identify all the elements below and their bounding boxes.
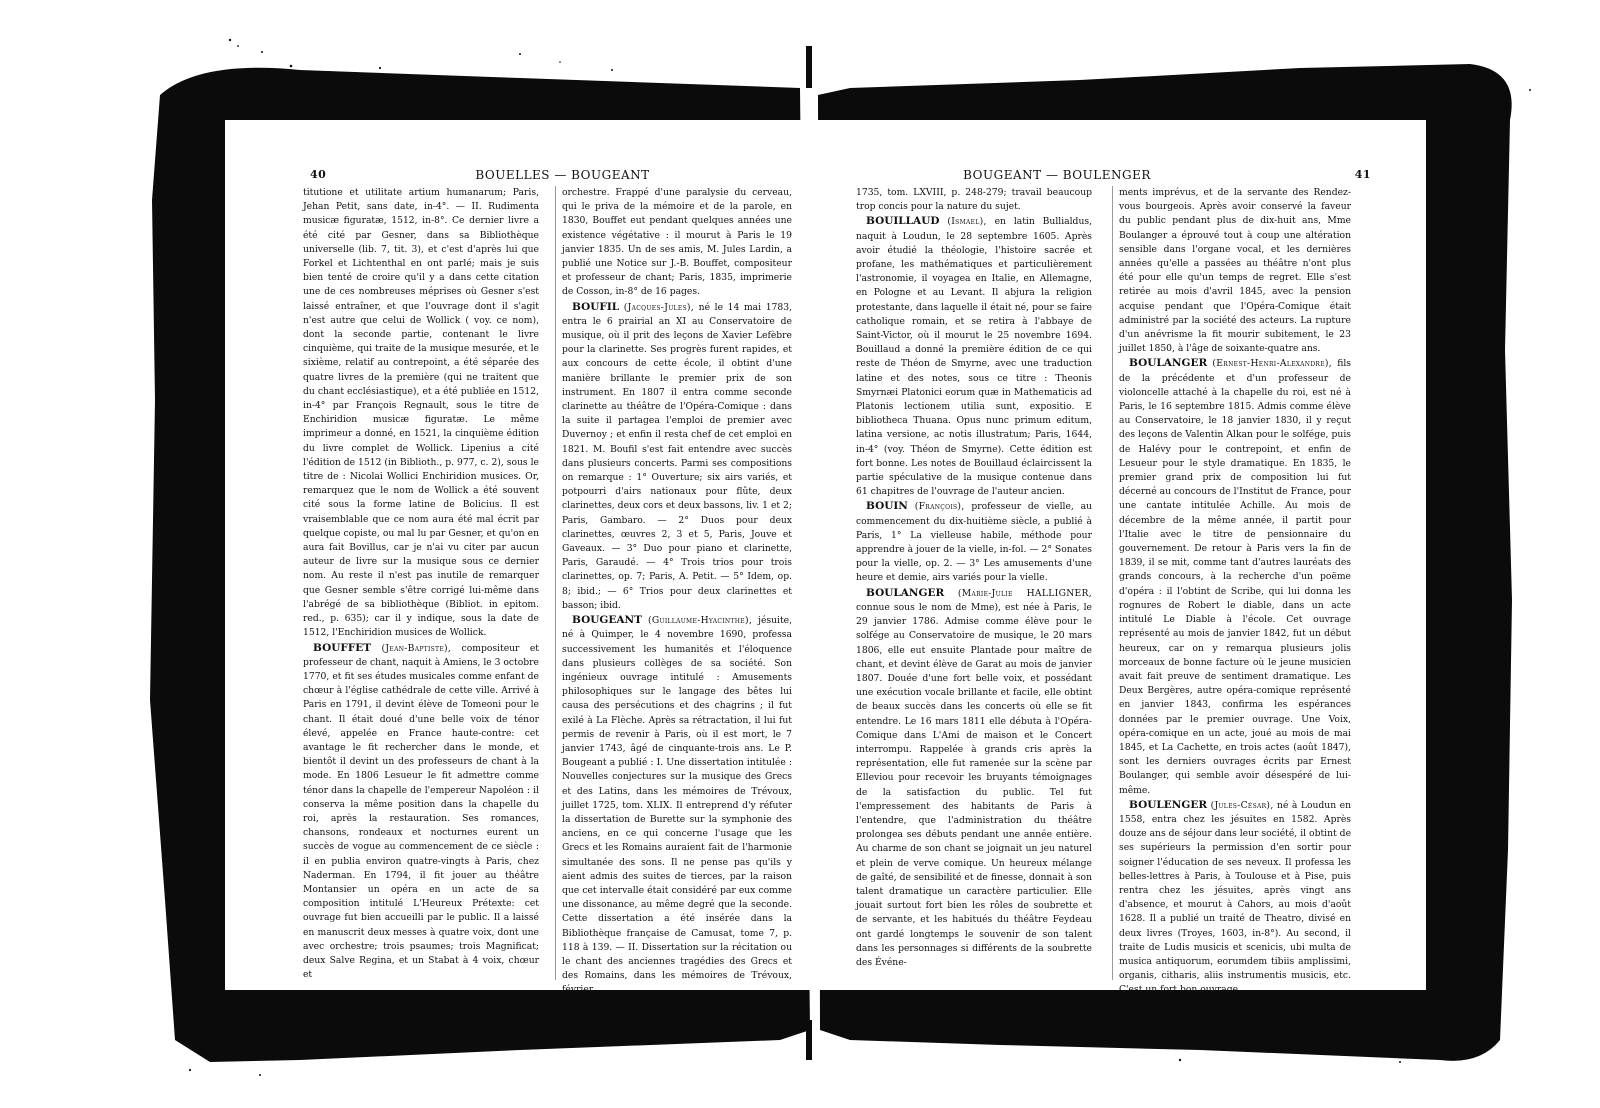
entry-name: (Marie-Julie HALLIGNER, bbox=[957, 587, 1092, 599]
dictionary-entry bbox=[1119, 798, 1351, 998]
entry-name: (François), bbox=[914, 501, 965, 513]
entry-headword: BOUFFET bbox=[313, 641, 372, 654]
page-number: 41 bbox=[1354, 168, 1371, 181]
column-2 bbox=[555, 186, 793, 996]
entry-headword: BOUFIL bbox=[572, 300, 620, 313]
entry-headword: BOULANGER bbox=[1129, 357, 1208, 370]
entry-name: (Jacques-Jules), bbox=[623, 301, 695, 313]
entry-text: fils de la précédente et d'un professeur de violoncelle attaché à la chapelle du roi, est né à Paris, le 16 septembre 1815. Admis comme élève au Conservatoire, le 18 janvier 1830, il y reçut des leçons de Valentin Alkan pour le solfége, puis de Halévy pour le contrepoint, et enfin de Lesueur pour le style dramatique. En 1835, le premier grand prix de composition lui fut décerné au concours de l'Institut de France, pour une cantate intitulée Achille. Au mois de décembre de la même année, il partit pour l'Italie avec le titre de pensionnaire du gouvernement. De retour à Paris vers la fin de 1839, il se mit, comme tant d'autres lauréats des grands concours, à la recherche d'un poëme d'opéra : il l'obtint de Scribe, qui lui donna les rognures de Robert le diable, dans un acte intitulé Le Diable à l'école. Cet ouvrage représenté au mois de janvier 1842, fut un début heureux, car on y remarqua plusieurs jolis morceaux de bonne facture où le jeune musicien avait fait preuve de sentiment dramatique. Les Deux Bergères, autre opéra-comique représenté en janvier 1843, confirma les espérances données par le premier ouvrage. Une Voix, opéra-comique en un acte, joué au mois de mai 1845, et La Cachette, en trois actes (août 1847), sont les derniers ouvrages écrits par Ernest Boulanger, qui semble avoir désespéré de lui-même. bbox=[1119, 358, 1352, 796]
paragraph: ments imprévus, et de la servante des Rendez-vous bourgeois. Après avoir conservé la faveur du public pendant plus de dix-huit ans, Mme Boulanger a éprouvé tout à coup une altération sensible dans l'organe vocal, et les dernières années qu'elle a passées au théâtre n'ont plus été pour elle qu'un temps de regret. Elle s'est retirée au mois d'avril 1845, avec la pension acquise pendant que l'Opéra-Comique était administré par la société des acteurs. La rupture d'un anévrisme la fit mourir subitement, le 23 juillet 1850, à l'âge de soixante-quatre ans. bbox=[1119, 187, 1351, 355]
entry-text: connue sous le nom de Mme), est née à Paris, le 29 janvier 1786. Admise comme élève pour le solfége au Conservatoire de musique, le 20 mars 1806, elle eut ensuite Plantade pour maître de chant, et devint élève de Garat au mois de janvier 1807. Douée d'une fort belle voix, et possédant une exécution vocale brillante et facile, elle obtint de beaux succès dans les concerts où elle se fit entendre. Le 16 mars 1811 elle débuta à l'Opéra-Comique dans L'Ami de maison et le Concert interrompu. Rappelée à grands cris après la représentation, elle fut ramenée sur la scène par Elleviou pour recevoir les bruyants témoignages de la satisfaction du public. Tel fut l'empressement des habitants de Paris à l'entendre, que l'administration du théâtre prolongea ses débuts pendant une année entière. Au charme de son chant se joignait un jeu naturel et plein de verve comique. Un heureux mélange de gaîté, de sensibilité et de finesse, donnait à son talent dramatique un caractère particulier. Elle jouait surtout fort bien les rôles de soubrette et de servante, et les habitués du théâtre Feydeau ont gardé longtemps le souvenir de son talent dans les personnages si différents de la soubrette des Événe- bbox=[856, 601, 1092, 968]
dictionary-entry bbox=[856, 499, 1092, 585]
entry-headword: BOUGEANT bbox=[572, 614, 642, 627]
spine-mark-top bbox=[806, 46, 812, 88]
dictionary-entry bbox=[562, 613, 792, 997]
entry-name: (Ismael), bbox=[947, 216, 987, 228]
entry-name: (Jules-César), bbox=[1210, 799, 1274, 811]
entry-name: (Jean-Baptiste), bbox=[381, 642, 452, 654]
entry-text: en latin Bullialdus, naquit à Loudun, le 28 septembre 1605. Après avoir étudié la théologie, l'histoire sacrée et profane, les mathématiques et particulièrement l'astronomie, il voyagea en Italie, en Allemagne, en Pologne et au Levant. Il abjura la religion protestante, dans laquelle il était né, pour se faire catholique romain, et se retira à l'abbaye de Saint-Victor, où il mourut le 25 novembre 1694. Bouillaud a donné la première édition de ce qui reste de Théon de Smyrne, avec une traduction latine et des notes, sous ce titre : Theonis Smyrnæi Platonici eorum quæ in Mathematicis ad Platonis lectionem utilia sunt, expositio. E bibliotheca Thuana. Opus nunc primum editum, latina versione, ac notis illustratum; Paris, 1644, in-4° (voy. Théon de Smyrne). Cette édition est fort bonne. Les notes de Bouillaud éclaircissent la partie spéculative de la musique contenue dans 61 chapitres de l'ouvrage de l'auteur ancien. bbox=[856, 216, 1092, 498]
dictionary-entry bbox=[1119, 356, 1351, 797]
column-2 bbox=[1112, 186, 1352, 996]
entry-headword: BOULANGER bbox=[866, 586, 945, 599]
entry-text: jésuite, né à Quimper, le 4 novembre 1690, professa successivement les humanités et l'éloquence dans plusieurs collèges de sa société. Son ingénieux ouvrage intitulé : Amusements philosophiques sur le langage des bêtes lui causa des persécutions et des chagrins ; il fut exilé à La Flèche. Après sa rétractation, il lui fut permis de revenir à Paris, où il est mort, le 7 janvier 1743, âgé de cinquante-trois ans. Le P. Bougeant a publié : I. Une dissertation intitulée : Nouvelles conjectures sur la musique des Grecs et des Latins, dans les mémoires de Trévoux, juillet 1725, tom. XLIX. Il entreprend d'y réfuter la dissertation de Burette sur la symphonie des anciens, en ce qui concerne l'usage que les Grecs et les Romains auraient fait de l'harmonie simultanée des sons. Il ne pense pas qu'ils y aient admis des suites de tierces, par la raison que cet intervalle était considéré par eux comme une dissonance, au même degré que la seconde. Cette dissertation a été insérée dans la Bibliothèque française de Camusat, tome 7, p. 118 à 139. — II. Dissertation sur la récitation ou le chant des anciennes tragédies des Grecs et des Romains, dans les mémoires de Trévoux, février bbox=[562, 615, 793, 996]
entry-headword: BOULENGER bbox=[1129, 798, 1208, 811]
dictionary-entry bbox=[562, 300, 792, 613]
entry-name: (Guillaume-Hyacinthe), bbox=[647, 615, 753, 627]
running-head-title: BOUGEANT — BOULENGER bbox=[963, 168, 1151, 182]
paragraph: orchestre. Frappé d'une paralysie du cerveau, qui le priva de la mémoire et de la parole, en 1830, Bouffet eut pendant quelques années une existence végétative : il mourut à Paris le 19 janvier 1835. Un de ses amis, M. Jules Lardin, a publié une Notice sur J.-B. Bouffet, compositeur et professeur de chant; Paris, 1835, imprimerie de Cosson, in-8° de 16 pages. bbox=[562, 187, 792, 298]
page-number: 40 bbox=[310, 168, 327, 181]
spine-mark-bottom bbox=[806, 1020, 812, 1060]
dictionary-entry bbox=[856, 214, 1092, 499]
entry-name: (Ernest-Henri-Alexandre), bbox=[1212, 358, 1333, 370]
entry-text: né le 14 mai 1783, entra le 6 prairial an XI au Conservatoire de musique, où il prit des leçons de Xavier Lefèbre pour la clarinette. Ses progrès furent rapides, et aux concours de cette école, il obtint d'une manière brillante le premier prix de son instrument. En 1807 il entra comme seconde clarinette au théâtre de l'Opéra-Comique : dans la suite il partagea l'emploi de premier avec Duvernoy ; et enfin il resta chef de cet emploi en 1821. M. Boufil s'est fait entendre avec succès dans plusieurs concerts. Parmi ses compositions on remarque : 1° Ouverture; six airs variés, et potpourri d'airs nationaux pour flûte, deux clarinettes, deux cors et deux bassons, liv. 1 et 2; Paris, Gambaro. — 2° Duos pour deux clarinettes, œuvres 2, 3 et 5, Paris, Jouve et Gaveaux. — 3° Duo pour piano et clarinette, Paris, Garaudé. — 4° Trois trios pour trois clarinettes, op. 7; Paris, A. Petit. — 5° Idem, op. 8; ibid.; — 6° Trios pour deux clarinettes et basson; ibid. bbox=[562, 301, 792, 611]
entry-text: professeur de vielle, au commencement du dix-huitième siècle, a publié à Paris, 1° La vielleuse habile, méthode pour apprendre à jouer de la vielle, in-fol. — 2° Sonates pour la vielle, op. 2. — 3° Les amusements d'une heure et demie, airs variés pour la vielle. bbox=[856, 501, 1093, 584]
running-head bbox=[225, 168, 810, 184]
left-page bbox=[225, 120, 810, 996]
running-head bbox=[818, 168, 1426, 184]
text-columns bbox=[303, 186, 793, 996]
running-head-title: BOUELLES — BOUGEANT bbox=[475, 168, 650, 182]
right-page bbox=[818, 120, 1426, 996]
entry-text: né à Loudun en 1558, entra chez les jésuites en 1582. Après douze ans de séjour dans leur société, il obtint de ses supérieurs la permission d'en sortir pour soigner l'éducation de ses neveux. Il professa les belles-lettres à Paris, à Toulouse et à Pise, puis rentra chez les jésuites, après vingt ans d'absence, et mourut à Cahors, au mois d'août 1628. Il a publié un traité de Theatro, divisé en deux livres (Troyes, 1603, in-8°). Au second, il traite de Ludis musicis et scenicis, ubi multa de musica antiquorum, eorumdem tibiis amplissimi, organis, citharis, aliis instrumentis musicis, etc. C'est un fort bon ouvrage, bbox=[1119, 799, 1351, 996]
entry-headword: BOUIN bbox=[866, 500, 908, 513]
dictionary-entry bbox=[303, 641, 539, 983]
dictionary-entry bbox=[856, 586, 1092, 970]
paragraph: titutione et utilitate artium humanarum; Paris, Jehan Petit, sans date, in-4°. — II. Rudimenta musicæ figuratæ, 1512, in-8°. Ce dernier livre a été cité par Gesner, dans sa Bibliothèque universelle (lib. 7, tit. 3), et c'est d'après lui que Forkel et Lichtenthal en ont parlé; mais je suis bien tenté de croire qu'il y a dans cette citation une de ces nombreuses méprises où Gesner s'est laissé entraîner, et que l'ouvrage dont il s'agit n'est autre que celui de Wollick ( voy. ce nom), dont la seconde partie, contenant le livre cinquième, qui traite de la musique mesurée, et le sixième, relatif au contrepoint, a été séparée des quatre livres de la première (qui ne traitent que du chant ecclésiastique), et a été publiée en 1512, in-4° par François Regnault, sous le titre de Enchiridion musicæ figuratæ. Le même imprimeur a donné, en 1521, la cinquième édition du livre complet de Wollick. Lipenius a cité l'édition de 1512 (in Biblioth., p. 977, c. 2), sous le titre de : Nicolai Wollici Enchiridion musices. Or, remarquez que le nom de Wollick a été souvent cité sous la forme latine de Bolicius. Il est vraisemblable que ce nom aura été mal écrit par quelque copiste, ou mal lu par Gesner, et qu'on en aura fait Bovillus, car je n'ai vu citer par aucun auteur de livre sur la musique sous ce dernier nom. Au reste il n'est pas inutile de remarquer que Gesner semble s'être corrigé lui-même dans l'abrégé de sa bibliothèque (Bibliot. in epitom. red., p. 635); car il y indique, sous la date de 1512, l'Enchiridion musices de Wollick. bbox=[303, 187, 539, 639]
entry-headword: BOUILLAUD bbox=[866, 215, 940, 228]
text-columns bbox=[856, 186, 1398, 996]
column-1 bbox=[303, 186, 539, 980]
paragraph: 1735, tom. LXVIII, p. 248-279; travail beaucoup trop concis pour la nature du sujet. bbox=[856, 187, 1092, 213]
entry-text: compositeur et professeur de chant, naquit à Amiens, le 3 octobre 1770, et fit ses études musicales comme enfant de chœur à l'église cathédrale de cette ville. Arrivé à Paris en 1791, il devint élève de Tomeoni pour le chant. Il était doué d'une belle voix de ténor élevé, appelée en France haute-contre: cet avantage le fit rechercher dans le monde, et bientôt il devint un des professeurs de chant à la mode. En 1806 Lesueur le fit admettre comme ténor dans la chapelle de l'empereur Napoléon : il conserva la même position dans la chapelle du roi, après la restauration. Ses romances, chansons, rondeaux et nocturnes eurent un succès de vogue au commencement de ce siècle : il en publia environ quatre-vingts à Paris, chez Naderman. En 1794, il fit jouer au théâtre Montansier un opéra en un acte de sa composition intitulé L'Heureux Prétexte: cet ouvrage fut bien accueilli par le public. Il a laissé en manuscrit deux messes à quatre voix, dont une avec orchestre; trois psaumes; trois Magnificat; deux Salve Regina, et un Stabat à 4 voix, chœur et bbox=[303, 642, 539, 981]
column-1 bbox=[856, 186, 1092, 980]
